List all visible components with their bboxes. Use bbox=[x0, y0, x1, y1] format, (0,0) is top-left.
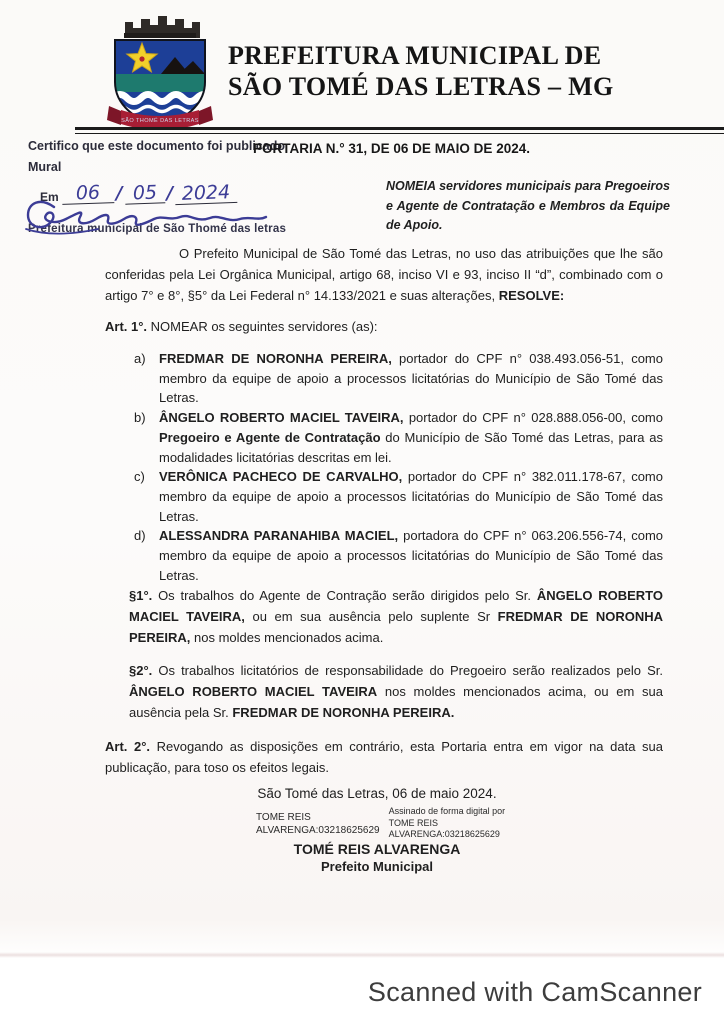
crest-ribbon-text: SÃO THOMÉ DAS LETRAS bbox=[121, 118, 199, 124]
list-item-label: b) bbox=[134, 410, 146, 426]
list-item-text: FREDMAR DE NORONHA PEREIRA, portador do CPF n° 038.493.056-51, como membro da equipe de apoio a processos licitatórias do Município de São Tomé das Letras. bbox=[159, 351, 663, 406]
digital-signature-detail: Assinado de forma digital por TOME REIS ALVARENGA:03218625629 bbox=[388, 806, 506, 839]
letterhead-title bbox=[228, 40, 628, 102]
digital-signature-block bbox=[256, 806, 505, 841]
article-2-paragraph: Art. 2°. Revogando as disposições em contrário, esta Portaria entra em vigor na data sua publicação, para toso os efeitos legais. bbox=[105, 739, 663, 775]
stamp-date-prefix: Em bbox=[40, 190, 59, 204]
paragraph-1: §1°. Os trabalhos do Agente de Contração serão dirigidos pelo Sr. ÂNGELO ROBERTO MACIEL TAVEIRA, ou em sua ausência pelo suplente Sr FREDMAR DE NORONHA PEREIRA, nos moldes mencionados acima. bbox=[129, 588, 663, 645]
article-1-heading: Art. 1°. NOMEAR os seguintes servidores (as): bbox=[105, 319, 378, 334]
digital-signature-subject: TOME REIS ALVARENGA:03218625629 bbox=[256, 812, 380, 836]
handwritten-slash: / bbox=[166, 183, 174, 204]
handwritten-signature bbox=[20, 195, 272, 241]
ordinance-title: PORTARIA N.° 31, DE 06 DE MAIO DE 2024. bbox=[253, 141, 530, 156]
handwritten-day: 06 bbox=[62, 182, 115, 205]
list-item bbox=[134, 349, 663, 408]
ordinance-summary: NOMEIA servidores municipais para Pregoeiros e Agente de Contratação e Membros da Equipe de Apoio. bbox=[386, 179, 670, 232]
stamp-footer-text: Prefeitura municipal de São Thomé das letras bbox=[28, 223, 287, 235]
preamble-paragraph: O Prefeito Municipal de São Tomé das Letras, no uso das atribuições que lhe são conferidas pela Lei Orgânica Municipal, artigo 68, inciso VI e 93, inciso II “d”, combinado com o artigo 7° e 8°, §5° da Lei Federal n° 14.133/2021 e suas alterações, RESOLVE: bbox=[105, 246, 663, 303]
letterhead-line2: SÃO TOMÉ DAS LETRAS – MG bbox=[228, 72, 614, 101]
list-item-label: c) bbox=[134, 469, 145, 485]
signer-name: TOMÉ REIS ALVARENGA bbox=[293, 841, 461, 857]
dateline: São Tomé das Letras, 06 de maio 2024. bbox=[257, 786, 497, 801]
handwritten-month: 05 bbox=[124, 182, 165, 204]
header-divider bbox=[75, 127, 724, 134]
list-item-label: a) bbox=[134, 351, 146, 366]
paragraph-2: §2°. Os trabalhos licitatórios de responsabilidade do Pregoeiro serão realizados pelo Sr. ÂNGELO ROBERTO MACIEL TAVEIRA nos moldes mencionados acima, ou em sua ausência pela Sr. FREDMAR DE NORONHA PEREIRA. bbox=[129, 663, 664, 720]
stamp-certify-text: Certifico que este documento foi publicado bbox=[28, 139, 285, 153]
list-item-text: ÂNGELO ROBERTO MACIEL TAVEIRA, portador do CPF n° 028.888.056-00, como Pregoeiro e Agente de Contratação do Município de São Tomé das Letras, para as modalidades licitatórias descritas em lei. bbox=[159, 410, 663, 465]
stamp-mural-text: Mural bbox=[28, 160, 62, 174]
coat-of-arms bbox=[104, 12, 216, 132]
signer-role: Prefeito Municipal bbox=[321, 859, 433, 874]
camscanner-watermark: Scanned with CamScanner bbox=[367, 977, 702, 1007]
list-item bbox=[134, 467, 663, 526]
letterhead-line1: PREFEITURA MUNICIPAL DE bbox=[228, 41, 602, 70]
scan-edge-shadow bbox=[0, 952, 724, 958]
list-item-text: VERÔNICA PACHECO DE CARVALHO, portador do CPF n° 382.011.178-67, como membro da equipe de apoio a processos licitatórias do Município de São Tomé das Letras. bbox=[159, 469, 663, 524]
list-item bbox=[134, 526, 663, 585]
list-item bbox=[134, 408, 663, 467]
handwritten-slash: / bbox=[116, 183, 123, 204]
list-item-text: ALESSANDRA PARANAHIBA MACIEL, portadora do CPF n° 063.206.556-74, como membro da equipe de apoio a processos licitatórias do Município de São Tomé das Letras. bbox=[159, 528, 664, 583]
handwritten-year: 2024 bbox=[175, 182, 238, 205]
list-item-label: d) bbox=[134, 528, 146, 544]
mural-crown-icon bbox=[124, 16, 200, 38]
appointee-list bbox=[134, 349, 663, 585]
